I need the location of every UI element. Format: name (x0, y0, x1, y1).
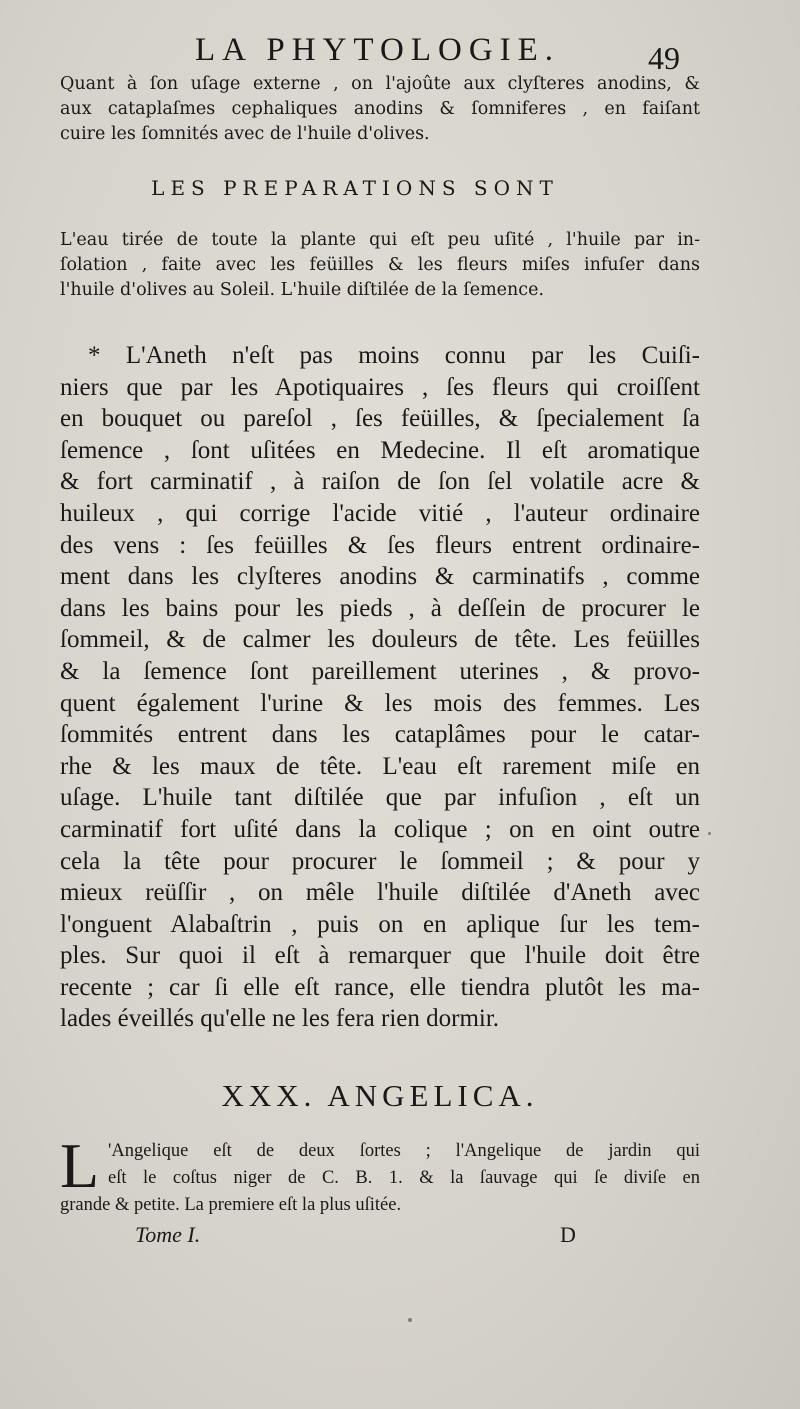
text-line: ſommités entrent dans les cataplâmes pour le catar- (60, 721, 700, 749)
text-line: uſage. L'huile tant diſtilée que par infuſion , eſt un (60, 784, 700, 812)
text-line: 'Angelique eſt de deux ſortes ; l'Angelique de jardin qui (108, 1141, 700, 1161)
page-footer (0, 1222, 800, 1262)
text-line: cuire les ſomnités avec de l'huile d'olives. (60, 124, 430, 144)
text-line: & la ſemence ſont pareillement uterines , & provo- (60, 657, 700, 685)
intro-paragraph (60, 72, 700, 147)
chapter-title: XXX. ANGELICA. (221, 1078, 539, 1113)
text-line: * L'Aneth n'eſt pas moins connu par les Cuiſi- (88, 342, 700, 369)
text-line: aux cataplaſmes cephaliques anodins & ſomniferes , en faiſant (60, 99, 700, 119)
paper-speck (408, 1318, 412, 1322)
text-line: lades éveillés qu'elle ne les fera rien dormir. (60, 1005, 500, 1033)
text-line: ples. Sur quoi il eſt à remarquer que l'huile doit être (60, 942, 700, 970)
running-title: LA PHYTOLOGIE. (195, 32, 561, 68)
text-line: rhe & les maux de tête. L'eau eſt rarement miſe en (60, 752, 700, 780)
text-line: ment dans les clyſteres anodins & carminatifs , comme (60, 563, 700, 591)
paper-speck (708, 832, 711, 835)
text-line: carminatif fort uſité dans la colique ; on en oint outre (60, 815, 700, 843)
text-line: l'huile d'olives au Soleil. L'huile diſtilée de la ſemence. (60, 280, 545, 300)
text-line: Quant à ſon uſage externe , on l'ajoûte aux clyſteres anodins, & (60, 74, 700, 94)
drop-cap: L (60, 1130, 100, 1201)
text-line: des vens : ſes feüilles & ſes fleurs entrent ordinaire- (60, 531, 700, 559)
signature-mark: D (560, 1222, 576, 1247)
preparations-paragraph (60, 228, 700, 303)
volume-label: Tome I. (135, 1222, 201, 1247)
text-line: en bouquet ou pareſol , ſes feüilles, & ſpecialement ſa (60, 405, 700, 433)
page-number: 49 (648, 40, 680, 76)
text-line: l'onguent Alabaſtrin , puis on en aplique ſur les tem- (60, 910, 700, 938)
text-line: recente ; car ſi elle eſt rance, elle tiendra plutôt les ma- (60, 973, 700, 1001)
text-line: mieux reüſſir , on mêle l'huile diſtilée d'Aneth avec (60, 879, 700, 907)
text-line: dans les bains pour les pieds , à deſſein de procurer le (60, 594, 700, 622)
text-line: cela la tête pour procurer le ſommeil ; & pour y (60, 847, 700, 875)
section-heading: LES PREPARATIONS SONT (151, 176, 559, 200)
text-line: eſt le coſtus niger de C. B. 1. & la ſauvage qui ſe diviſe en (108, 1168, 700, 1188)
text-line: grande & petite. La premiere eſt la plus uſitée. (60, 1195, 402, 1215)
text-line: L'eau tirée de toute la plante qui eſt peu uſité , l'huile par in- (60, 230, 700, 250)
text-line: huileux , qui corrige l'acide vitié , l'auteur ordinaire (60, 499, 700, 527)
text-line: quent également l'urine & les mois des femmes. Les (60, 689, 700, 717)
angelica-paragraph (60, 1130, 700, 1219)
text-line: ſemence , ſont uſitées en Medecine. Il eſt aromatique (60, 436, 700, 464)
text-line: niers que par les Apotiquaires , ſes fleurs qui croiſſent (60, 373, 700, 401)
aneth-paragraph (60, 340, 700, 1035)
text-line: & fort carminatif , à raiſon de ſon ſel volatile acre & (60, 468, 700, 496)
text-line: ſommeil, & de calmer les douleurs de tête. Les feüilles (60, 626, 700, 654)
text-line: ſolation , faite avec les feüilles & les fleurs miſes infuſer dans (60, 255, 700, 275)
